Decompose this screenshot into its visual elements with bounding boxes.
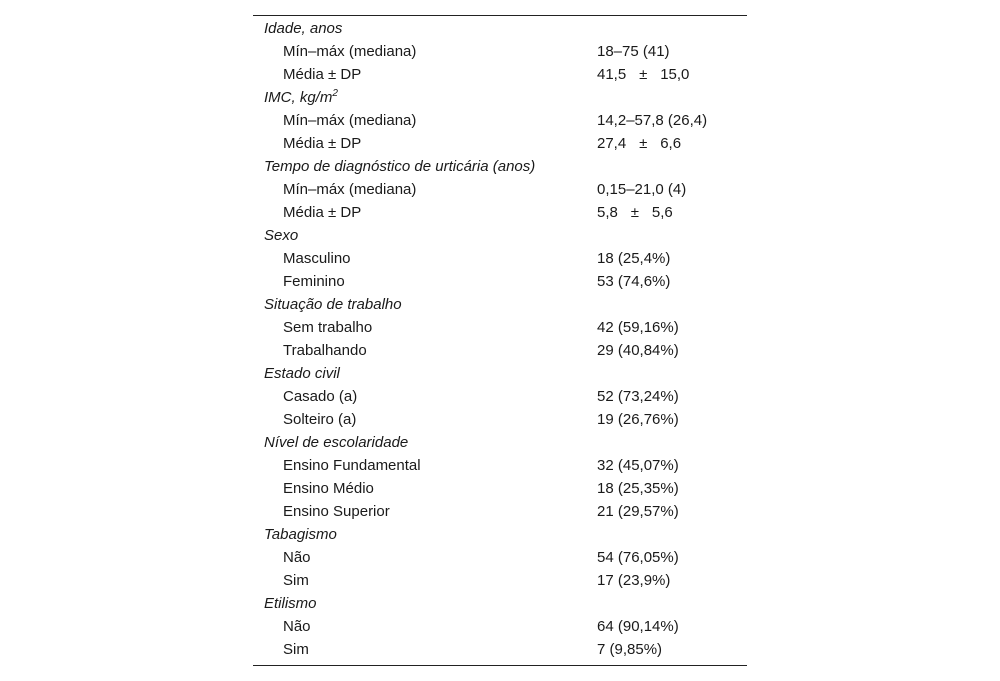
section-header-work: [253, 293, 747, 316]
table-row: [253, 270, 747, 293]
row-value: 17 (23,9%): [597, 572, 671, 589]
section-header-diagnosis-time: [253, 155, 747, 178]
section-header-education: [253, 431, 747, 454]
row-value: [597, 132, 681, 155]
row-value: 32 (45,07%): [597, 457, 679, 474]
sd-value: 5,6: [651, 204, 673, 221]
table-row: [253, 408, 747, 431]
section-title-text: IMC, kg/m: [264, 89, 333, 106]
row-value: 29 (40,84%): [597, 342, 679, 359]
table-row: [253, 316, 747, 339]
section-header-bmi: [253, 86, 747, 109]
row-label: Mín–máx (mediana): [283, 112, 417, 129]
sd-value: 15,0: [660, 66, 690, 83]
row-value: 19 (26,76%): [597, 411, 679, 428]
row-value: 54 (76,05%): [597, 549, 679, 566]
row-value: 64 (90,14%): [597, 618, 679, 635]
section-header-alcohol: [253, 592, 747, 615]
row-label: Sim: [283, 572, 309, 589]
mean-value: 27,4: [597, 135, 627, 152]
row-value: 18 (25,4%): [597, 250, 671, 267]
section-header-marital-status: [253, 362, 747, 385]
table-row: [253, 615, 747, 638]
table-row: [253, 40, 747, 63]
row-value: 0,15–21,0 (4): [597, 181, 687, 198]
mean-value: 41,5: [597, 66, 627, 83]
row-label: Sem trabalho: [283, 319, 373, 336]
table-row: [253, 247, 747, 270]
section-header-sex: [253, 224, 747, 247]
section-title: Tempo de diagnóstico de urticária (anos): [264, 158, 536, 175]
table-row: [253, 546, 747, 569]
sd-value: 6,6: [660, 135, 682, 152]
table-row: [253, 132, 747, 155]
section-header-smoking: [253, 523, 747, 546]
row-value: 14,2–57,8 (26,4): [597, 112, 708, 129]
table-row: [253, 385, 747, 408]
row-value: 18 (25,35%): [597, 480, 679, 497]
section-title-superscript: 2: [332, 88, 338, 99]
plus-minus: ±: [639, 66, 648, 83]
table-row: [253, 569, 747, 592]
row-label: Mín–máx (mediana): [283, 43, 417, 60]
table-row: [253, 454, 747, 477]
row-label: Trabalhando: [283, 342, 367, 359]
row-label: Solteiro (a): [283, 411, 357, 428]
row-label: Não: [283, 618, 311, 635]
table-row: [253, 109, 747, 132]
row-value: 53 (74,6%): [597, 273, 671, 290]
row-value: 52 (73,24%): [597, 388, 679, 405]
row-value: 18–75 (41): [597, 43, 670, 60]
section-title: Sexo: [264, 227, 299, 244]
table-row: [253, 339, 747, 362]
table-row: [253, 477, 747, 500]
section-title: Tabagismo: [264, 526, 337, 543]
table-row: [253, 201, 747, 224]
row-label: Casado (a): [283, 388, 358, 405]
table-row: [253, 500, 747, 523]
section-title: Etilismo: [264, 595, 317, 612]
section-title: Nível de escolaridade: [264, 434, 409, 451]
section-title: [264, 86, 338, 109]
row-label: Feminino: [283, 273, 345, 290]
row-label: Mín–máx (mediana): [283, 181, 417, 198]
row-label: Ensino Superior: [283, 503, 390, 520]
section-title: Estado civil: [264, 365, 340, 382]
row-value: [597, 63, 689, 86]
plus-minus: ±: [639, 135, 648, 152]
characteristics-table: [253, 15, 747, 666]
row-label: Média ± DP: [283, 135, 362, 152]
row-label: Média ± DP: [283, 204, 362, 221]
row-label: Ensino Fundamental: [283, 457, 421, 474]
section-title: Idade, anos: [264, 20, 343, 37]
mean-value: 5,8: [597, 204, 618, 221]
row-value: 7 (9,85%): [597, 641, 663, 658]
row-value: 42 (59,16%): [597, 319, 679, 336]
row-label: Média ± DP: [283, 66, 362, 83]
plus-minus: ±: [630, 204, 639, 221]
row-value: [597, 201, 673, 224]
section-title: Situação de trabalho: [264, 296, 402, 313]
table-row: [253, 638, 747, 661]
row-label: Masculino: [283, 250, 351, 267]
table-row: [253, 178, 747, 201]
row-label: Sim: [283, 641, 309, 658]
table-row: [253, 63, 747, 86]
row-label: Ensino Médio: [283, 480, 374, 497]
section-header-age: [253, 17, 747, 40]
row-label: Não: [283, 549, 311, 566]
row-value: 21 (29,57%): [597, 503, 679, 520]
